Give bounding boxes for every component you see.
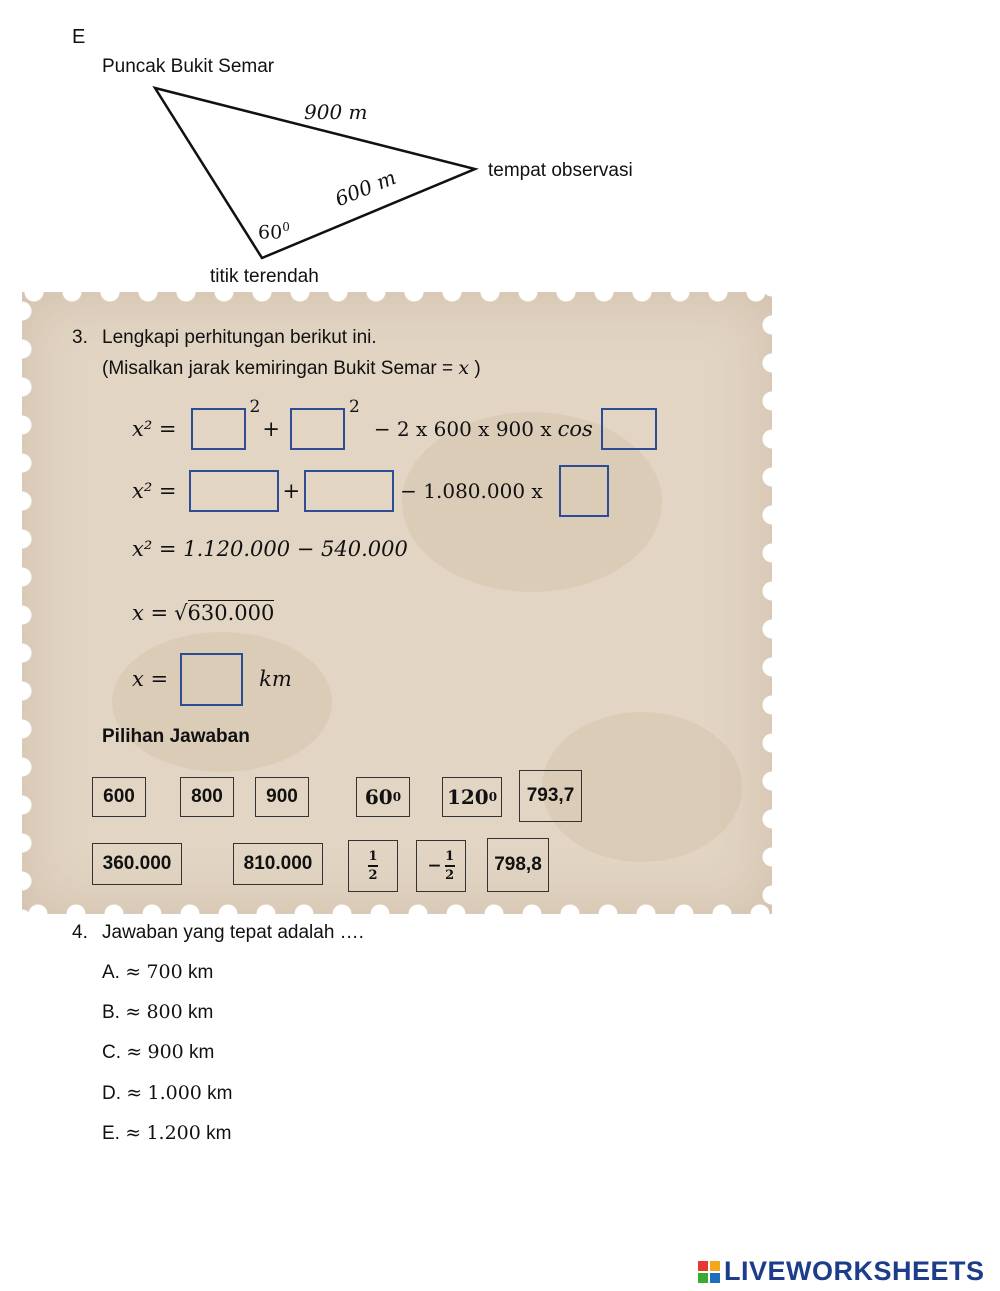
fraction-half: $\frac{1}{2}$ — [445, 849, 455, 883]
eq2-lhs: x² = — [132, 479, 177, 503]
equation-2 — [132, 463, 609, 519]
eq2-blank-a[interactable] — [189, 470, 279, 512]
choice-793-7[interactable]: 793,7 — [519, 770, 582, 822]
side-900: 900 m — [304, 100, 368, 124]
label-puncak: Puncak Bukit Semar — [102, 56, 275, 77]
choice-minus-half[interactable]: − $\frac{1}{2}$ — [416, 840, 466, 892]
eq2-rest: − 1.080.000 x — [400, 479, 543, 503]
eq2-blank-b[interactable] — [304, 470, 394, 512]
sqrt-sign: √ — [174, 600, 188, 625]
eq5-unit: km — [259, 667, 292, 691]
eq5-lhs: x = — [132, 667, 169, 691]
eq1-blank-b[interactable] — [290, 408, 345, 450]
eq1-lhs: x² = — [132, 417, 177, 441]
equation-5 — [132, 652, 292, 706]
choice-600[interactable]: 600 — [92, 777, 146, 817]
eq2-plus: + — [282, 479, 301, 503]
liveworksheets-logo — [698, 1256, 985, 1287]
logo-text: LIVEWORKSHEETS — [724, 1256, 985, 1286]
eq2-blank-c[interactable] — [559, 465, 609, 517]
eq1-plus: + — [262, 417, 280, 441]
q4-number: 4. — [72, 922, 88, 943]
option-c[interactable]: C. ≈ 900 km — [102, 1041, 215, 1063]
eq1-cos: cos — [557, 417, 593, 441]
choice-798-8[interactable]: 798,8 — [487, 838, 549, 892]
equation-4 — [132, 600, 274, 625]
q3-hint: (Misalkan jarak kemiringan Bukit Semar = x ) — [102, 357, 481, 379]
choice-half[interactable] — [348, 840, 398, 892]
option-e[interactable]: E. ≈ 1.200 km — [102, 1122, 232, 1144]
eq1-exp-a: 2 — [249, 397, 261, 417]
eq1-exp-b: 2 — [348, 397, 360, 417]
choice-60-deg[interactable]: 60 0 — [356, 777, 410, 817]
label-tempat-observasi: tempat observasi — [488, 160, 633, 181]
choice-900[interactable]: 900 — [255, 777, 309, 817]
label-titik-terendah: titik terendah — [210, 266, 319, 287]
choice-360000[interactable]: 360.000 — [92, 843, 182, 885]
side-600: 600 m — [331, 165, 400, 212]
fraction-half: $\frac{1}{2}$ — [368, 849, 378, 883]
angle-60: $60^0$ — [258, 220, 290, 244]
panel-edge-right — [760, 292, 772, 914]
choice-810000[interactable]: 810.000 — [233, 843, 323, 885]
eq5-blank[interactable] — [180, 653, 243, 706]
option-b[interactable]: B. ≈ 800 km — [102, 1001, 214, 1023]
option-a[interactable]: A. ≈ 700 km — [102, 961, 214, 983]
panel-edge-left — [22, 292, 34, 914]
triangle-diagram — [0, 0, 700, 300]
equation-3: x² = 1.120.000 − 540.000 — [132, 537, 408, 561]
eq1-blank-a[interactable] — [191, 408, 246, 450]
q3-number: 3. — [72, 327, 88, 348]
choice-800[interactable]: 800 — [180, 777, 234, 817]
choices-title: Pilihan Jawaban — [102, 726, 250, 747]
corner-letter: E — [72, 26, 86, 48]
eq4-radicand: 630.000 — [187, 601, 275, 625]
eq1-blank-cos[interactable] — [601, 408, 657, 450]
q4-prompt: Jawaban yang tepat adalah …. — [102, 922, 364, 943]
eq1-rest: − 2 x 600 x 900 x — [373, 417, 552, 441]
choice-120-deg[interactable]: 120 0 — [442, 777, 502, 817]
eq4-lhs: x = — [132, 600, 169, 625]
logo-icon — [698, 1261, 720, 1283]
q3-prompt: Lengkapi perhitungan berikut ini. — [102, 327, 377, 348]
option-d[interactable]: D. ≈ 1.000 km — [102, 1082, 233, 1104]
equation-1 — [132, 397, 657, 458]
